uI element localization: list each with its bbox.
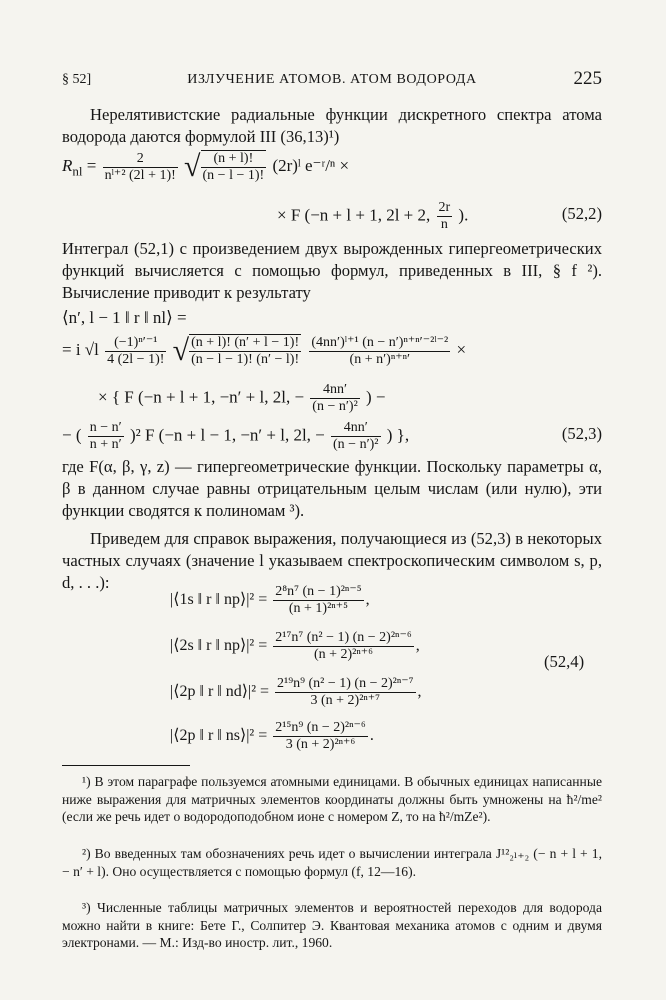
equation-52-4-2s-np: |⟨2s ‖ r ‖ np⟩|² = $\frac{\text{2¹⁷n⁷ (n² − 1) (n − 2)²ⁿ⁻⁶}}{\text{(n + 2)²ⁿ⁺⁶}}$ , <box>170 630 420 662</box>
fraction: $\frac{4nn'}{\text{(n − n′)²}}$ <box>312 382 358 414</box>
running-header <box>62 68 602 90</box>
footnote-3: ³) Численные таблицы матричных элементов и вероятностей переходов для водорода можно найти в книге: Бете Г., Солпитер Э. Квантовая механика атомов с одним и двумя электронами. — М.: Изд-во иностр. лит., 1960. <box>62 900 602 950</box>
fraction: $\frac{\text{2¹⁷n⁷ (n² − 1) (n − 2)²ⁿ⁻⁶}}{\text{(n + 2)²ⁿ⁺⁶}}$ <box>275 630 412 662</box>
fraction: $\frac{2}{\text{nˡ⁺² (2l + 1)!}}$ <box>104 150 176 183</box>
fraction: $\frac{(n + l)!}{(n - l - 1)!}$ <box>202 151 265 183</box>
equation-52-4-2p-nd: |⟨2p ‖ r ‖ nd⟩|² = $\frac{\text{2¹⁹n⁹ (n² − 1) (n − 2)²ⁿ⁻⁷}}{\text{3 (n + 2)²ⁿ⁺⁷}}$ , <box>170 676 422 708</box>
fraction: $\frac{n - n'}{n + n'}$ <box>89 420 122 452</box>
fraction: $\frac{4nn'}{\text{(n − n′)²}}$ <box>333 420 379 452</box>
equation-number: (52,3) <box>561 424 602 443</box>
fraction: $\frac{\text{(4nn′)ˡ⁺¹ (n − n′)ⁿ⁺ⁿ′⁻²ˡ⁻²}}{\text{(n + n′)ⁿ⁺ⁿ′}}$ <box>311 334 449 367</box>
equation-52-4-2p-ns: |⟨2p ‖ r ‖ ns⟩|² = $\frac{\text{2¹⁵n⁹ (n − 2)²ⁿ⁻⁶}}{\text{3 (n + 2)²ⁿ⁺⁶}}$ . <box>170 720 374 752</box>
paragraph-special-cases: Приведем для справок выражения, получающиеся из (52,3) в некоторых частных случаях (значение l указываем спектроскопическим символом s, p, d, . . .): <box>62 529 602 592</box>
section-marker: § 52] <box>62 72 92 87</box>
fraction: $\frac{(n + l)! (n' + l - 1)!}{(n - l - 1)! (n' - l)!}$ <box>191 335 300 367</box>
paragraph-intro: Нерелятивистские радиальные функции дискретного спектра атома водорода даются формулой III (36,13)¹) <box>62 105 602 146</box>
equation-52-4-1s-np: |⟨1s ‖ r ‖ np⟩|² = $\frac{\text{2⁸n⁷ (n − 1)²ⁿ⁻⁵}}{\text{(n + 1)²ⁿ⁺⁵}}$ , <box>170 584 370 616</box>
equation-52-3-line1: = i √l $\frac{\text{(−1)ⁿ′⁻¹}}{4 (2l - 1)!}$ √ $\frac{(n + l)! (n' + l - 1)!}{(n - l - 1)! (n' - l)!}$ $\frac{\text{(4nn′)ˡ⁺¹ (n − n′)ⁿ⁺ⁿ′⁻²ˡ⁻²}}{\text{(n + n′)ⁿ⁺ⁿ′}}$ × <box>62 334 467 367</box>
equation-number: (52,2) <box>561 204 602 223</box>
equation-52-2-line1: $R_{nl}$ = $\frac{2}{\text{nˡ⁺² (2l + 1)!}}$ √ $\frac{(n + l)!}{(n - l - 1)!}$ (2r)ˡ e⁻ʳ/ⁿ × <box>62 150 350 183</box>
sqrt-symbol: √ <box>184 150 201 183</box>
footnote-1: ¹) В этом параграфе пользуемся атомными единицами. В обычных единицах написанные ниже выражения для матричных элементов координаты должны быть умножены на ħ²/me² (если же речь идет о водородоподобном ионе с номером Z, то на ħ²/mZe²). <box>62 774 602 824</box>
equation-52-3-lhs: ⟨n′, l − 1 ‖ r ‖ nl⟩ = <box>62 308 187 327</box>
footnote-2: ²) Во введенных там обозначениях речь идет о вычислении интеграла J¹²₂ₗ₊₂ (− n + l + 1, − n′ + l). Оно осуществляется с помощью формул (f, 12—16). <box>62 846 602 879</box>
paragraph-integral: Интеграл (52,1) с произведением двух вырожденных гипергеометрических функций вычисляется с помощью формул, приведенных в III, § f ²). Вычисление приводит к результату <box>62 239 602 302</box>
paragraph-hypergeometric: где F(α, β, γ, z) — гипергеометрические функции. Поскольку параметры α, β в данном случае равны отрицательным целым числам (или нулю), эти функции сводятся к полиномам ³). <box>62 457 602 520</box>
equation-52-3-line3: − ( $\frac{n - n'}{n + n'}$ )² F (−n + l − 1, −n′ + l, 2l, − $\frac{4nn'}{\text{(n − n′)²}}$ ) }, (52,3) <box>62 420 602 452</box>
fraction: $\frac{\text{2⁸n⁷ (n − 1)²ⁿ⁻⁵}}{\text{(n + 1)²ⁿ⁺⁵}}$ <box>275 584 362 616</box>
sqrt-symbol: √ <box>172 334 190 367</box>
running-title: ИЗЛУЧЕНИЕ АТОМОВ. АТОМ ВОДОРОДА <box>187 72 477 87</box>
fraction: $\frac{2r}{n}$ <box>438 200 451 232</box>
equation-number: (52,4) <box>544 652 585 671</box>
fraction: $\frac{\text{2¹⁹n⁹ (n² − 1) (n − 2)²ⁿ⁻⁷}}{\text{3 (n + 2)²ⁿ⁺⁷}}$ <box>277 676 414 708</box>
footnote-divider <box>62 765 190 766</box>
page-number: 225 <box>573 68 602 89</box>
fraction: $\frac{\text{2¹⁵n⁹ (n − 2)²ⁿ⁻⁶}}{\text{3 (n + 2)²ⁿ⁺⁶}}$ <box>275 720 366 752</box>
book-page: § 52] ИЗЛУЧЕНИЕ АТОМОВ. АТОМ ВОДОРОДА 225 Нерелятивистские радиальные функции дискретного спектра атома водорода даются формулой III (36,13)¹) $R_{nl}$ = $\frac{2}{\text{nˡ⁺² (2l + 1)!}}$ √ $\frac{(n + l)!}{(n - l - 1)!}$ (2r)ˡ e⁻ʳ/ⁿ × × F (−n + l + 1, 2l + 2, $\frac{2r}{n}$ ). (52,2) Интеграл (52,1) с произведением двух вырожденных гипергеометрических функций вычисляется с помощью формул, приведенных в III, § f ²). Вычисление приводит к результату ⟨n′, l − 1 ‖ r ‖ nl⟩ = = i √l $\frac{\text{(−1)ⁿ′⁻¹}}{4 (2l - 1)!}$ √ $\frac{(n + l)! (n' + l - 1)!}{(n - l - 1)! (n' - l)!}$ $\frac{\text{(4nn′)ˡ⁺¹ (n − n′)ⁿ⁺ⁿ′⁻²ˡ⁻²}}{\text{(n + n′)ⁿ⁺ⁿ′}}$ × × { F (−n + l + 1, −n′ + l, 2l, − $\frac{4nn'}{\text{(n − n′)²}}$ ) − − ( $\frac{n - n'}{n + n'}$ )² F (−n + l − 1, −n′ + l, 2l, − $\frac{4nn'}{\text{(n − n′)²}}$ ) }, (52,3) где F(α, β, γ, z) — гипергеометрические функции. Поскольку параметры α, β в данном случае равны отрицательным целым числам (или нулю), эти функции сводятся к полиномам ³). Приведем для справок выражения, получающиеся из (52,3) в некоторых частных случаях (значение l указываем спектроскопическим символом s, p, d, . . .): |⟨1s ‖ r ‖ np⟩|² = $\frac{\text{2⁸n⁷ (n − 1)²ⁿ⁻⁵}}{\text{(n + 1)²ⁿ⁺⁵}}$ , |⟨2s ‖ r ‖ np⟩|² = $\frac{\text{2¹⁷n⁷ (n² − 1) (n − 2)²ⁿ⁻⁶}}{\text{(n + 2)²ⁿ⁺⁶}}$ , |⟨2p ‖ r ‖ nd⟩|² = $\frac{\text{2¹⁹n⁹ (n² − 1) (n − 2)²ⁿ⁻⁷}}{\text{3 (n + 2)²ⁿ⁺⁷}}$ , |⟨2p ‖ r ‖ ns⟩|² = $\frac{\text{2¹⁵n⁹ (n − 2)²ⁿ⁻⁶}}{\text{3 (n + 2)²ⁿ⁺⁶}}$ . (52,4) ¹) В этом параграфе пользуемся атомными единицами. В обычных единицах написанные ниже выражения для матричных элементов координаты должны быть умножены на ħ²/me² (если же речь идет о водородоподобном ионе с номером Z, то на ħ²/mZe²). ²) Во введенных там обозначениях речь идет о вычислении интеграла J¹²₂ₗ₊₂ (− n + l + 1, − n′ + l). Оно осуществляется с помощью формул (f, 12—16). ³) Численные таблицы матричных элементов и вероятностей переходов для водорода можно найти в книге: Бете Г., Солпитер Э. Квантовая механика атомов с одним и двумя электронами. — М.: Изд-во иностр. лит., 1960. <box>0 0 666 1000</box>
fraction: $\frac{\text{(−1)ⁿ′⁻¹}}{4 (2l - 1)!}$ <box>107 334 165 367</box>
